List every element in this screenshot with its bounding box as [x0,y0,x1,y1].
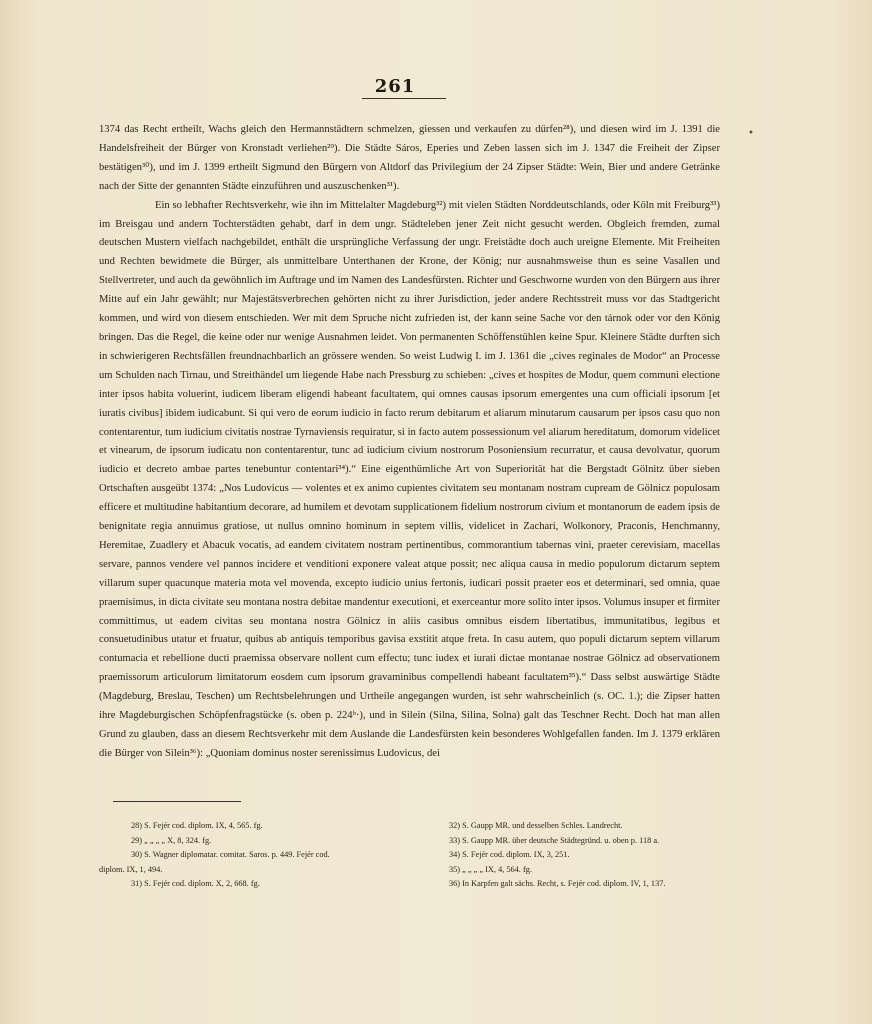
footnote-35: 35) „ „ „ „ IX, 4, 564. fg. [449,864,532,874]
footnotes-right-column [449,819,721,892]
footnote-30-continued: diplom. IX, 1, 494. [99,864,163,874]
page-number: 261 [374,76,416,97]
footnote-29: 29) „ „ „ „ X, 8, 324. fg. [131,835,212,845]
paragraph-2: Ein so lebhafter Rechtsverkehr, wie ihn im Mittelalter Magdeburg³²) mit vielen Städten Norddeutschlands, oder Köln mit Freiburg³³) im Breisgau und andern Tochterstädten gehabt, darf in dem ungr. Städteleben jener Zeit nicht gesucht werden. Obgleich fremden, zumal deutschen Mustern vielfach nachgebildet, enthält die ursprüngliche Verfassung der ungr. Freistädte doch auch ureigne Elemente. Mit Freiheiten und Rechten bewidmete die Bürger, als unmittelbare Unterthanen der Krone, der König; nur ausnahmsweise thun es seine Vasallen und Stellvertreter, und auch da gewöhnlich im Auftrage und im Namen des Landesfürsten. Richter und Geschworne wurden von den Bürgern aus ihrer Mitte auf ein Jahr gewählt; nur Majestätsverbrechen gehörten nicht zu ihrer Jurisdiction, jeder andere Rechtsstreit muss vor das Stadtgericht kommen, und wird von diesem entschieden. Wer mit dem Spruche nicht zufrieden ist, der kann seine Sache vor den tárnok oder vor den König bringen. Das die Regel, die keine oder nur wenige Ausnahmen leidet. Von permanenten Schöffenstühlen keine Spur. Kleinere Städte durften sich in schwierigeren Rechtsfällen freundnachbarlich an grössere wenden. So weist Ludwig I. im J. 1361 die „cives reginales de Modor“ an Processe um Schulden nach Tirnau, und Streithändel um liegende Habe nach Pressburg zu schieben: „cives et hospites de Modur, quem communi electione inter ipsos habita voluerint, iudicem liberam eligendi habeant facultatem, qui omnes causas ipsorum emergentes una cum officiali ipsorum [et iuratis civibus] ibidem iudicabunt. Si qui vero de eorum iudicio in facto rerum debitarum et aliarum minutarum causarum per ipsos casu quo non contentarentur, tum iudicium civitatis nostrae Tyrnaviensis requiratur, si in facto autem possessionum vel aliarum hereditatum, domorum videlicet et vinearum, de ipsorum iudicatu non contentarentur, tunc ad iudicium civium nostrorum Posoniensium recurratur, et causa devolvatur, quorum iudicio et decreto ambae partes tenebuntur contentari³⁴).“ Eine eigenthümliche Art von Superiorität hat die Bergstadt Gölnitz über sieben Ortschaften ausgeübt 1374: „Nos Ludovicus — volentes et ex animo cupientes civitatem seu montanam nostram cupream de Gölnicz populosam efficere et multitudine habitantium decorare, ad humilem et devotam supplicationem fidelium nostrorum civium et montanorum de eadem ipsis de benignitate regia annuimus gratiose, ut nullus omnino hominum in septem villis, videlicet in Zachari, Wolkonory, Praconis, Henchmanny, Heremitae, Zuadlery et Abacuk vocatis, ad eandem civitatem nostram pertinentibus, commorantium tabernas vini, praeter cerevisiam, macellas servare, pannos vendere vel pannos incidere et venditioni exponere valeat atque possit; nec aliqua causa in medio populorum dictarum septem villarum super quacunque materia mota vel movenda, excepto iudicio unius fertonis, iudicari possit praeter eos et determinari, sed omnia, quae praemisimus, in dicta civitate seu montana nostra debitae mandentur executioni, et exerceantur more solito inter ipsos. Volumus insuper et firmiter committimus, ut eadem civitas seu montana nostra Gölnicz in aliis casibus omnibus eisdem libertatibus, immunitatibus, legibus et consuetudinibus utatur et fruatur, quibus ab antiquis temporibus gavisa exstitit atque freta. In casu autem, quo populi dictarum septem villarum contumacia et rebellione ducti praemissa observare nollent cum effectu; tunc iudex et iurati dictae montanae nostrae Gölnicz ad observationem praemissorum articulorum limitatorum eosdem cum ipsorum gravaminibus compellendi habeant facultatem³⁵).“ Dass selbst auswärtige Städte (Magdeburg, Breslau, Teschen) um Rechtsbelehrungen und Urtheile angegangen wurden, ist sehr wahrscheinlich (s. OC. 1.); die Zipser hatten ihre Magdeburgischen Schöpfenfragstücke (s. oben p. 224ᵇ·), und in Silein (Silna, Silina, Solna) galt das Teschner Recht. Doch hat man allen Grund zu glauben, dass an diesem Rechtsverkehr mit dem Auslande die Landesfürsten kein besonderes Wohlgefallen fanden. Im J. 1379 erklären die Bürger von Silein³⁶): „Quoniam dominus noster serenissimus Ludovicus, dei [99,199,720,759]
footnote-32: 32) S. Gaupp MR. und desselben Schles. Landrecht. [449,821,623,830]
footnote-28: 28) S. Fejér cod. diplom. IX, 4, 565. fg. [131,821,263,830]
main-text [99,121,720,764]
footnote-34: 34) S. Fejér cod. diplom. IX, 3, 251. [449,850,570,859]
margin-mark: • [748,128,754,139]
footnote-rule [113,801,241,802]
header-rule [362,98,446,99]
footnote-30: 30) S. Wagner diplomatar. comitat. Saros. p. 449. Fejér cod. [131,850,330,859]
footnote-31: 31) S. Fejér cod. diplom. X, 2, 668. fg. [131,879,260,888]
footnote-36: 36) In Karpfen galt sächs. Recht, s. Fejér cod. diplom. IV, 1, 137. [449,879,666,888]
footnotes-left-column [99,819,399,892]
paragraph-1: 1374 das Recht ertheilt, Wachs gleich den Hermannstädtern schmelzen, giessen und verkaufen zu dürfen²⁸), und diesen wird im J. 1391 die Handelsfreiheit der Bürger von Kronstadt verliehen²⁹). Die Städte Sáros, Eperies und Zeben lassen sich im J. 1347 die Freiheit der Zipser bestätigen³⁰), und im J. 1399 ertheilt Sigmund den Bürgern von Altdorf das Privilegium der 24 Zipser Städte: Wein, Bier und andere Getränke nach der Sitte der genannten Städte einzuführen und auszuschenken³¹). [99,124,720,192]
footnote-33: 33) S. Gaupp MR. über deutsche Städtegründ. u. oben p. 118 a. [449,835,660,845]
